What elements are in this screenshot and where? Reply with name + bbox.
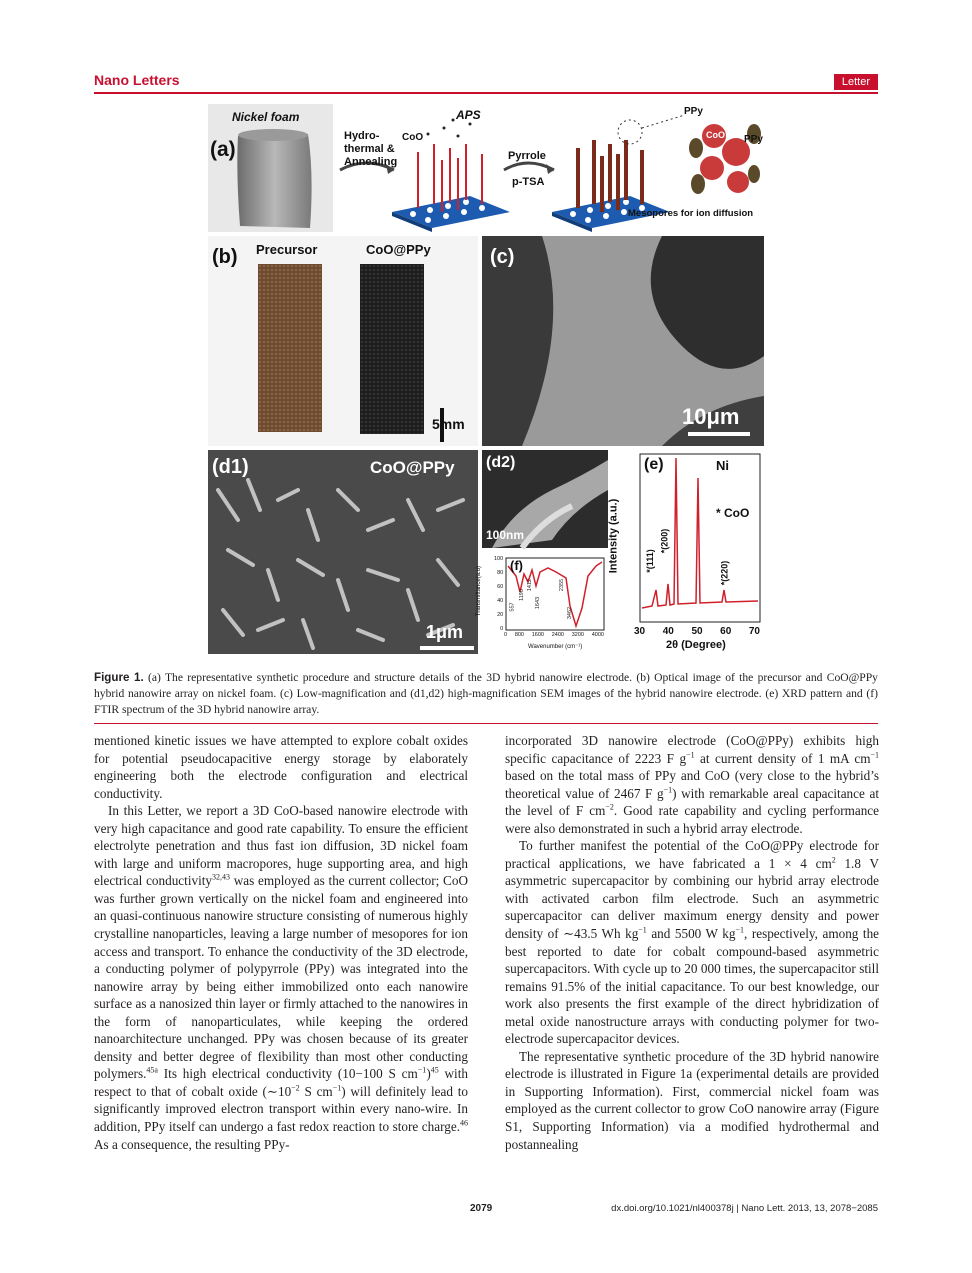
ftir-xtick: 4000 (591, 632, 604, 638)
body-text: mentioned kinetic issues we have attempted to explore cobalt oxides for potential pseudocapacitive energy storage by elaborately engineering both the electrode configuration and electrical conductivity. (94, 733, 468, 801)
article-type-badge: Letter (834, 74, 878, 90)
body-text: . Good rate capability and cycling performance were also demonstrated in such a hybrid array electrode. (505, 803, 879, 836)
nickel-foam-label: Nickel foam (232, 110, 300, 124)
scale-bar-d1 (420, 646, 474, 650)
ftir-peak: 3462 (567, 606, 574, 620)
superscript: −1 (417, 1066, 427, 1075)
ptsa-label: p-TSA (512, 176, 545, 188)
xrd-xtick: 30 (634, 626, 646, 637)
ppy-right-label: PPy (744, 134, 763, 145)
figure-caption (94, 670, 878, 718)
citation[interactable]: 45 (430, 1066, 439, 1075)
aps-label: APS (456, 108, 481, 122)
page-number: 2079 (470, 1203, 493, 1214)
scale-label-b: 5mm (432, 416, 465, 432)
xrd-xtick: 70 (748, 626, 760, 637)
ftir-peak: 2355 (559, 578, 566, 592)
body-text: ) (426, 1066, 431, 1082)
superscript: −1 (870, 750, 880, 760)
scale-label-d1: 1μm (426, 622, 464, 642)
step1-label: Hydro- thermal & Annealing (344, 130, 398, 168)
body-text: To further manifest the potential of the CoO@PPy electrode for practical applications, we have fabricated a 1 × 4 cm (505, 838, 879, 871)
xrd-coo-label: * CoO (716, 506, 750, 520)
panel-a (208, 104, 764, 232)
panel-d2 (482, 450, 608, 548)
body-text: incorporated 3D nanowire electrode (CoO@PPy) exhibits high specific capacitance of 2223 F g (505, 733, 879, 766)
panel-label-c: (c) (490, 246, 515, 268)
panel-label-d1: (d1) (212, 456, 249, 478)
xrd-ylabel: Intensity (a.u.) (607, 498, 620, 574)
body-text: ) will definitely lead to significantly improved electron transport within every nano-wire. In addition, PPy itself can undergo a fast redox reaction to store charge. (94, 1083, 468, 1135)
body-column-right (505, 732, 879, 1153)
ftir-ytick: 40 (497, 598, 504, 604)
ftir-xlabel: Wavenumber (cm⁻¹) (528, 644, 583, 650)
ftir-peak: 1190 (518, 589, 525, 601)
journal-name: Nano Letters (94, 72, 180, 88)
ftir-peak: 1412 (527, 578, 534, 592)
scale-label-c: 10μm (682, 404, 740, 429)
ftir-xtick: 2400 (551, 632, 564, 638)
ftir-ytick: 0 (500, 626, 504, 632)
body-text: As a consequence, the resulting PPy- (94, 1136, 290, 1152)
body-text: Its high electrical conductivity (10−100 S cm (157, 1066, 418, 1082)
ftir-ylabel: Transmittance(a.u) (476, 565, 483, 617)
body-text: In this Letter, we report a 3D CoO-based nanowire electrode with very high capacitance and good rate capability. To ensure the efficient electrolyte penetration and thus fast ion diffusion, 3D nickel foam with large and uniform macropores, huge supporting area, and high electrical conductivity (94, 803, 468, 889)
body-text: The representative synthetic procedure of the 3D hybrid nanowire electrode is illustrated in Figure 1a (experimental details are provided in Supporting Information). First, commercial nickel foam was employed as the current collector to grow CoO nanowire array (Figure S1, Supporting Information) via a modified hydrothermal and postannealing (505, 1048, 879, 1152)
caption-rule (94, 723, 878, 724)
citation[interactable]: 45a (146, 1066, 158, 1075)
figure-1 (208, 104, 764, 654)
precursor-label: Precursor (256, 242, 318, 257)
ftir-xtick: 1600 (531, 632, 544, 638)
superscript: −1 (735, 925, 744, 935)
ftir-ytick: 100 (494, 556, 504, 562)
superscript: 2 (831, 855, 836, 865)
superscript: −1 (332, 1083, 342, 1093)
panel-e (607, 450, 764, 654)
body-text: 1.8 V asymmetric supercapacitor by combining our hybrid array electrode with activated carbon film electrode. Such an asymmetric supercapacitor can deliver maximum energy density and power density of ∼43.5 Wh kg (505, 855, 879, 942)
superscript: −2 (605, 802, 614, 812)
superscript: −2 (291, 1083, 300, 1093)
ftir-ytick: 80 (497, 570, 504, 576)
body-text: based on the total mass of PPy and CoO (very close to the hybrid’s theoretical value of 2467 F g (505, 768, 879, 801)
ftir-xtick: 800 (514, 632, 524, 638)
ftir-yticks (494, 556, 503, 632)
body-text: at current density of 1 mA cm (694, 750, 871, 766)
paragraph (505, 1048, 879, 1153)
xrd-peak-label: *(111) (644, 549, 655, 573)
body-text: was employed as the current collector; CoO was further grown vertically on the nickel foam and engineered into an quasi-continuous nanowire structure consisting of numerous highly crystalline nanoparticles, leaving a large number of mesopores for ion access and transport. To enhance the conductivity of the 3D electrode, a conducting polymer of polypyrrole (PPy) was integrated into the nanowire array by being either immobilized onto each nanowire surface as a nanosized thin layer or firmly attached to the nanowires in the form of nanoparticulates, while keeping the ordered nanoarchitecture unchanged. PPy was chosen because of its greater density and better degree of flexibility than most other conducting polymers. (94, 873, 468, 1082)
citation[interactable]: 32,43 (212, 872, 230, 882)
citation[interactable]: 46 (460, 1118, 468, 1128)
ftir-xtick: 3200 (571, 632, 584, 638)
panel-label-b: (b) (212, 246, 238, 268)
coo-inset-label: CoO (706, 130, 725, 140)
ftir-xticks (504, 632, 604, 638)
body-text: , respectively, among the best reported to date for cobalt compound-based asymmetric supercapacitors. With cycle up to 20 000 times, the supercapacitor still remains 91.5% of the initial capacitance. To our best knowledge, our work also presents the first example of the direct hybridization of metal oxide nanostructure arrays with conducting polymer for two-electrode supercapacitor devices. (505, 926, 880, 1047)
body-column-left (94, 732, 468, 1153)
body-text: with respect to that of cobalt oxide (∼10 (94, 1066, 468, 1099)
ppy-top-label: PPy (684, 106, 703, 117)
scale-label-d2: 100nm (486, 528, 525, 542)
coo-ppy-photo (360, 264, 424, 434)
xrd-xtick: 40 (662, 626, 674, 637)
precursor-photo (258, 264, 322, 432)
caption-text: (a) The representative synthetic procedure and structure details of the 3D hybrid nanowire electrode. (b) Optical image of the precursor and CoO@PPy hybrid nanowire array on nickel foam. (c) Low-magnification and (d1,d2) high-magnification SEM images of the hybrid nanowire electrode. (e) XRD pattern and (f) FTIR spectrum of the 3D hybrid nanowire array. (94, 671, 878, 716)
body-text: S cm (299, 1083, 333, 1099)
paragraph (505, 837, 879, 1048)
superscript: −1 (638, 925, 647, 935)
panel-label-e: (e) (644, 456, 664, 473)
panel-f (476, 552, 608, 654)
panel-d1 (208, 450, 478, 654)
xrd-xticks (634, 626, 760, 637)
panel-label-a: (a) (210, 138, 236, 161)
xrd-ni-label: Ni (716, 458, 729, 473)
paragraph (94, 802, 468, 1153)
superscript: −1 (686, 750, 695, 760)
pyrrole-label: Pyrrole (508, 150, 546, 162)
panel-label-d2: (d2) (486, 454, 516, 471)
paragraph (94, 732, 468, 802)
panel-label-f: (f) (510, 558, 523, 573)
scale-bar-c (688, 432, 750, 436)
ftir-ytick: 60 (497, 584, 504, 590)
header-rule (94, 92, 878, 94)
xrd-peak-label: *(200) (659, 528, 670, 554)
paragraph (505, 732, 879, 837)
ftir-ytick: 20 (497, 612, 504, 618)
xrd-peak-label: *(220) (719, 560, 730, 586)
superscript: −1 (663, 785, 673, 795)
xrd-xlabel: 2θ (Degree) (666, 639, 726, 651)
ftir-xtick: 0 (504, 632, 508, 638)
coo-ppy-label: CoO@PPy (366, 242, 431, 257)
coo-label: CoO (402, 132, 424, 143)
ftir-peak: 1643 (535, 596, 542, 610)
caption-label: Figure 1. (94, 671, 144, 684)
xrd-chart (612, 450, 764, 654)
mesopores-label: Mesopores for ion diffusion (628, 208, 754, 219)
panel-c (482, 236, 764, 446)
nickel-foam-photo (237, 134, 311, 228)
xrd-xtick: 60 (720, 626, 732, 637)
body-text: and 5500 W kg (646, 926, 736, 942)
xrd-xtick: 50 (691, 626, 703, 637)
ftir-peak: 557 (509, 602, 516, 612)
d1-title: CoO@PPy (370, 458, 455, 477)
doi-footer[interactable]: dx.doi.org/10.1021/nl400378j | Nano Lett. 2013, 13, 2078−2085 (611, 1203, 878, 1214)
body-text: ) with remarkable areal capacitance at the level of F cm (505, 785, 879, 819)
panel-b (208, 236, 478, 446)
